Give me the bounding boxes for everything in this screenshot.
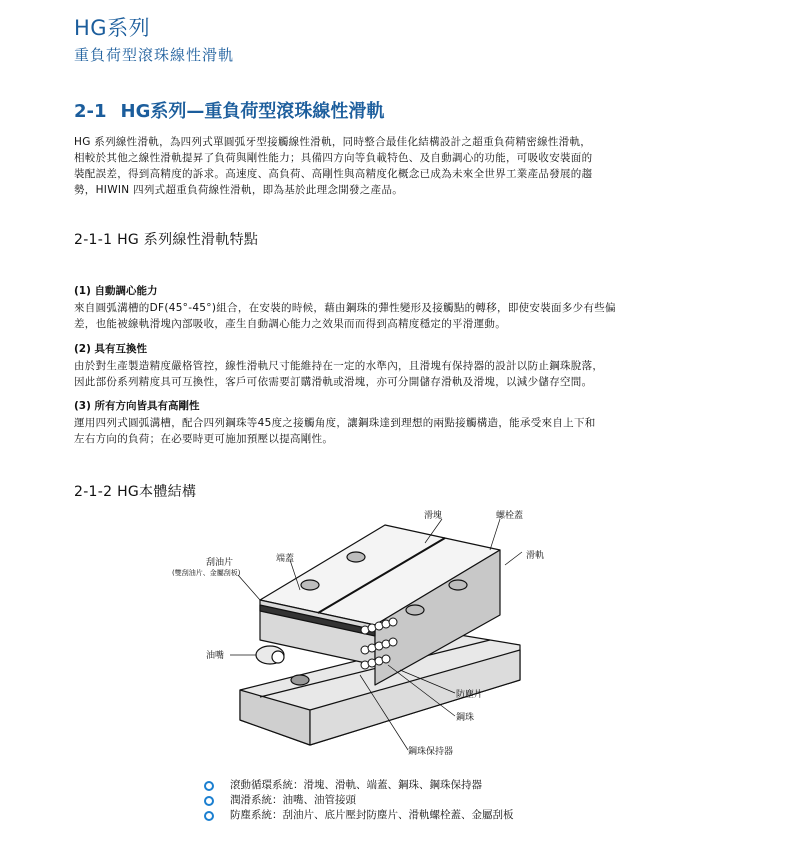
- list-item-text: 滾動循環系統：滑塊、滑軌、端蓋、鋼珠、鋼珠保持器: [230, 779, 482, 791]
- linear-guide-illustration: [160, 505, 560, 767]
- intro-line: 相較於其他之線性滑軌提昇了負荷與剛性能力；具備四方向等負載特色、及自動調心的功能，可吸收安裝面的: [74, 152, 593, 164]
- header-subtitle: 重負荷型滾珠線性滑軌: [74, 46, 235, 64]
- intro-line: 裝配誤差，得到高精度的訴求。高速度、高負荷、高剛性與高精度化概念已成為未來全世界工業產品發展的趨: [74, 168, 593, 180]
- feature-text: [74, 415, 682, 447]
- label-scraper-note: (雙刮油片、金屬刮板): [172, 569, 241, 577]
- feature-line: 因此部份系列精度具可互換性，客戶可依需要訂購滑軌或滑塊，亦可分開儲存滑軌及滑塊，以減少儲存空間。: [74, 376, 593, 388]
- label-bolt-cap: 螺栓蓋: [496, 511, 524, 521]
- label-ball: 鋼珠: [456, 713, 475, 723]
- feature-text: [74, 300, 682, 332]
- linear-guide-diagram: [160, 505, 560, 767]
- feature-line: 左右方向的負荷；在必要時更可施加預壓以提高剛性。: [74, 433, 334, 445]
- label-rail: 滑軌: [526, 551, 545, 561]
- label-grease-nipple: 油嘴: [206, 651, 225, 661]
- section-title: [74, 97, 384, 123]
- bullet-icon: [204, 811, 214, 821]
- section-number: 2-1: [74, 101, 107, 122]
- list-item-text: 防塵系統：刮油片、底片壓封防塵片、滑軌螺栓蓋、金屬刮板: [230, 809, 514, 821]
- feature-line: 由於對生產製造精度嚴格管控，線性滑軌尺寸能維持在一定的水準內，且滑塊有保持器的設計以防止鋼珠脫落，: [74, 360, 604, 372]
- label-end-cap: 端蓋: [276, 554, 295, 564]
- bullet-icon: [204, 781, 214, 791]
- label-scraper: 刮油片: [206, 558, 234, 568]
- feature-line: 來自圓弧溝槽的DF(45°-45°)組合，在安裝的時候，藉由鋼珠的彈性變形及接觸點的轉移，即使安裝面多少有些偏: [74, 302, 616, 314]
- feature-title: (1) 自動調心能力: [74, 285, 158, 297]
- header-title: HG系列: [74, 16, 151, 40]
- label-block: 滑塊: [424, 511, 443, 521]
- intro-line: HG 系列線性滑軌，為四列式單圓弧牙型接觸線性滑軌，同時整合最佳化結構設計之超重負荷精密線性滑軌，: [74, 136, 592, 148]
- label-seal: 防塵片: [456, 690, 484, 700]
- section-title-text: HG系列—重負荷型滾珠線性滑軌: [120, 101, 385, 122]
- intro-line: 勢，HIWIN 四列式超重負荷線性滑軌，即為基於此理念開發之產品。: [74, 184, 404, 196]
- feature-text: [74, 358, 682, 390]
- features-heading: 2-1-1 HG 系列線性滑軌特點: [74, 232, 259, 248]
- feature-title: (3) 所有方向皆具有高剛性: [74, 400, 200, 412]
- intro-paragraph: [74, 134, 682, 198]
- list-item-text: 潤滑系統：油嘴、油管接頭: [230, 794, 356, 806]
- feature-line: 差，也能被線軌滑塊內部吸收，產生自動調心能力之效果而而得到高精度穩定的平滑運動。: [74, 318, 506, 330]
- label-retainer: 鋼珠保持器: [408, 747, 454, 757]
- feature-line: 運用四列式圓弧溝槽，配合四列鋼珠等45度之接觸角度，讓鋼珠達到理想的兩點接觸構造，能承受來自上下和: [74, 417, 596, 429]
- feature-title: (2) 具有互換性: [74, 343, 148, 355]
- structure-heading: 2-1-2 HG本體結構: [74, 484, 197, 500]
- bullet-icon: [204, 796, 214, 806]
